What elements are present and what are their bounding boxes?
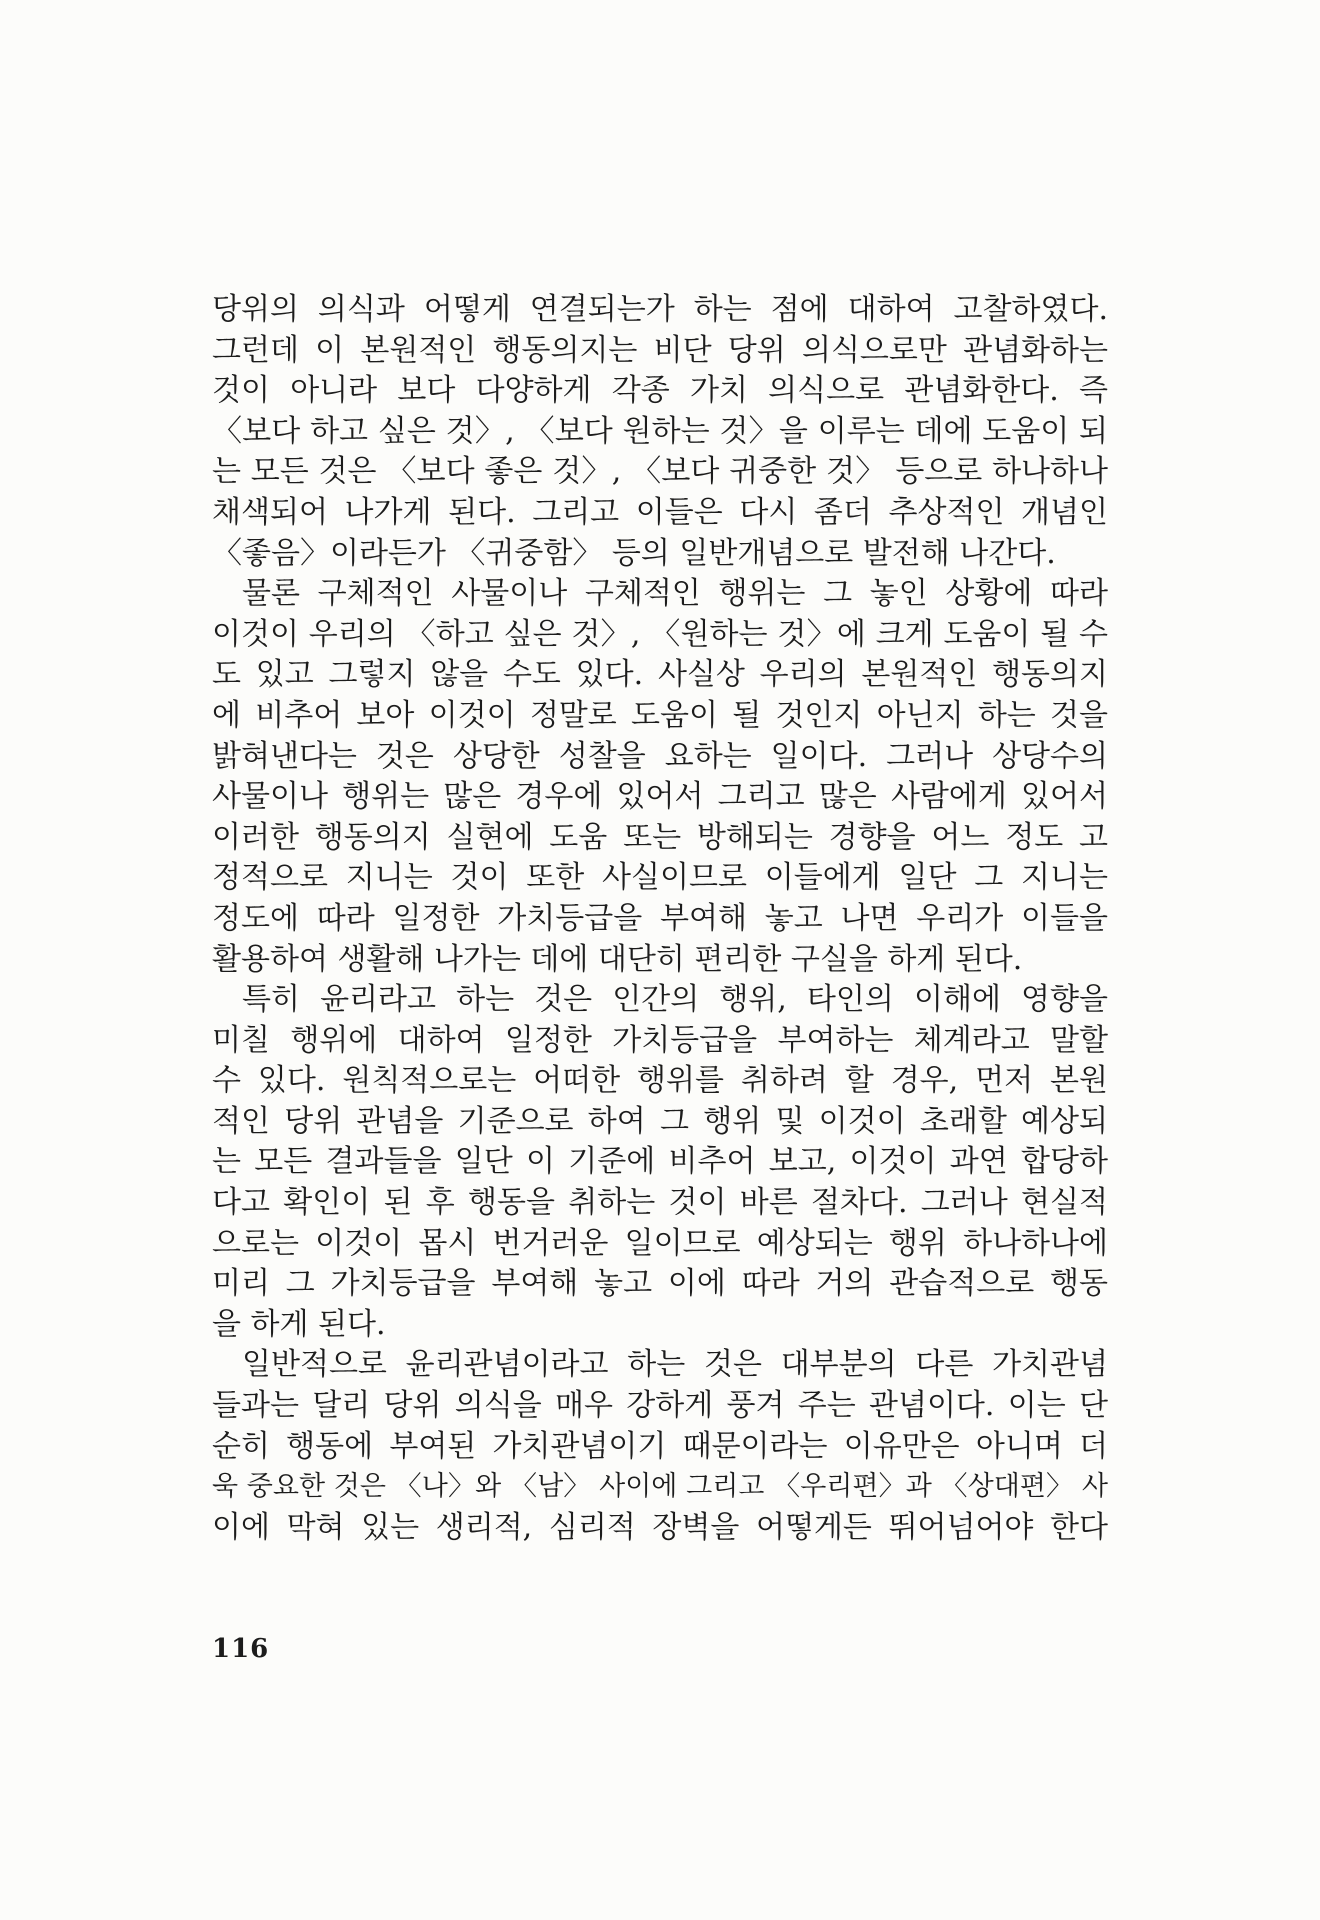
text-line: 수 있다. 원칙적으로는 어떠한 행위를 취하려 할 경우, 먼저 본원 [212,1063,1108,1099]
text-line: 들과는 달리 당위 의식을 매우 강하게 풍겨 주는 관념이다. 이는 단 [212,1388,1108,1424]
text-line: 사물이나 행위는 많은 경우에 있어서 그리고 많은 사람에게 있어서 [212,779,1108,815]
text-line: 정적으로 지니는 것이 또한 사실이므로 이들에게 일단 그 지니는 [212,860,1108,896]
text-line: 순히 행동에 부여된 가치관념이기 때문이라는 이유만은 아니며 더 [212,1428,1108,1464]
text-line: 미칠 행위에 대하여 일정한 가치등급을 부여하는 체계라고 말할 [212,1022,1108,1058]
text-line: 〈좋음〉이라든가 〈귀중함〉 등의 일반개념으로 발전해 나간다. [212,535,1056,571]
text-line: 욱 중요한 것은 〈나〉와 〈남〉 사이에 그리고 〈우리편〉과 〈상대편〉 사 [212,1471,1108,1503]
text-line: 적인 당위 관념을 기준으로 하여 그 행위 및 이것이 초래할 예상되 [212,1103,1108,1139]
text-line: 에 비추어 보아 이것이 정말로 도움이 될 것인지 아닌지 하는 것을 [212,697,1108,733]
text-line: 정도에 따라 일정한 가치등급을 부여해 놓고 나면 우리가 이들을 [212,900,1108,936]
body-text [212,290,1108,1548]
text-line: 이것이 우리의 〈하고 싶은 것〉, 〈원하는 것〉에 크게 도움이 될 수 [212,616,1108,652]
page-number: 116 [212,1634,270,1664]
text-line: 특히 윤리라고 하는 것은 인간의 행위, 타인의 이해에 영향을 [242,982,1108,1018]
text-line: 〈보다 하고 싶은 것〉, 〈보다 원하는 것〉을 이루는 데에 도움이 되 [212,413,1108,449]
text-line: 일반적으로 윤리관념이라고 하는 것은 대부분의 다른 가치관념 [242,1347,1108,1383]
text-line: 그런데 이 본원적인 행동의지는 비단 당위 의식으로만 관념화하는 [212,332,1108,368]
text-line: 밝혀낸다는 것은 상당한 성찰을 요하는 일이다. 그러나 상당수의 [212,738,1108,774]
text-line: 미리 그 가치등급을 부여해 놓고 이에 따라 거의 관습적으로 행동 [212,1266,1108,1302]
text-line: 으로는 이것이 몹시 번거러운 일이므로 예상되는 행위 하나하나에 [212,1225,1108,1261]
text-line: 을 하게 된다. [212,1306,386,1342]
text-line: 당위의 의식과 어떻게 연결되는가 하는 점에 대하여 고찰하였다. [212,292,1108,327]
text-line: 이러한 행동의지 실현에 도움 또는 방해되는 경향을 어느 정도 고 [212,819,1108,855]
text-line: 는 모든 것은 〈보다 좋은 것〉, 〈보다 귀중한 것〉 등으로 하나하나 [212,454,1108,490]
text-line: 채색되어 나가게 된다. 그리고 이들은 다시 좀더 추상적인 개념인 [212,494,1108,530]
text-line: 도 있고 그렇지 않을 수도 있다. 사실상 우리의 본원적인 행동의지 [212,657,1108,693]
text-line: 는 모든 결과들을 일단 이 기준에 비추어 보고, 이것이 과연 합당하 [212,1144,1108,1180]
text-line: 물론 구체적인 사물이나 구체적인 행위는 그 놓인 상황에 따라 [242,576,1108,612]
text-line: 것이 아니라 보다 다양하게 각종 가치 의식으로 관념화한다. 즉 [212,373,1108,409]
text-line: 다고 확인이 된 후 행동을 취하는 것이 바른 절차다. 그러나 현실적 [212,1185,1108,1221]
text-line: 이에 막혀 있는 생리적, 심리적 장벽을 어떻게든 뛰어넘어야 한다 [212,1509,1108,1545]
text-line: 활용하여 생활해 나가는 데에 대단히 편리한 구실을 하게 된다. [212,941,1023,977]
